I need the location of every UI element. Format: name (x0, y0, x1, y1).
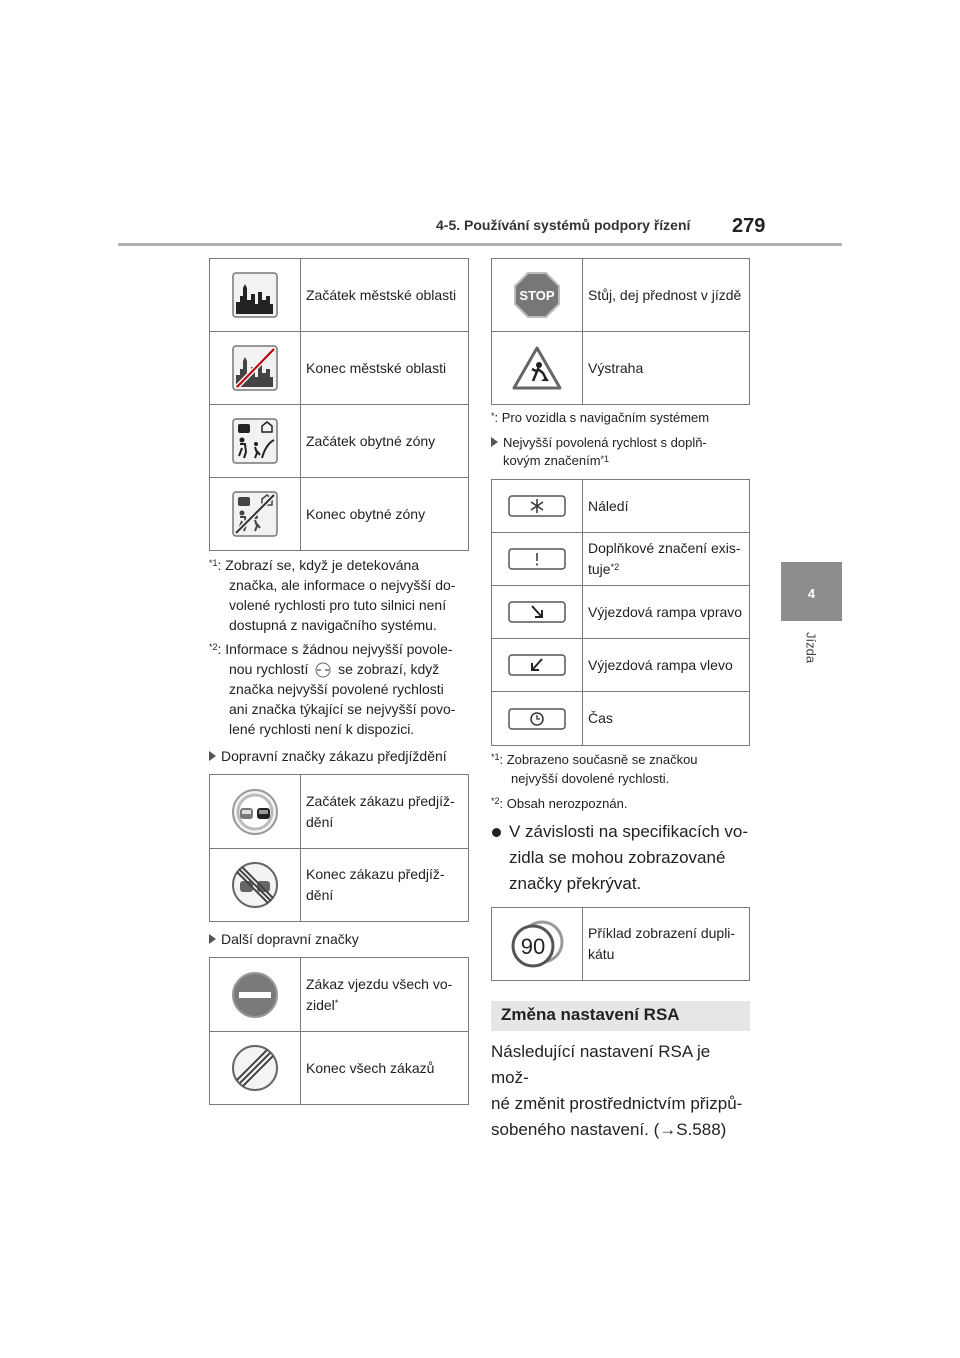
speed-90-duplicate-icon (509, 919, 565, 969)
sign-label (301, 958, 469, 1032)
footnote-line: značka, ale informace o nejvyšší do- (229, 577, 456, 593)
sign-label-line: Zákaz vjezdu všech vo- (306, 975, 453, 992)
table-row (210, 332, 469, 405)
sign-table-stop (491, 258, 750, 405)
table-row (492, 586, 750, 639)
footnote-text: : Pro vozidla s navigačním systémem (494, 410, 710, 425)
right-column (491, 258, 750, 1143)
table-row (210, 405, 469, 478)
table-row (210, 259, 469, 332)
arrow-right-icon (491, 437, 498, 447)
footnote-mark: * (491, 411, 495, 421)
no-overtaking-sign-icon (231, 788, 279, 836)
sign-table-duplicate (491, 907, 750, 981)
sign-label: Začátek obytné zóny (301, 405, 469, 478)
sign-label: Čas (583, 692, 750, 746)
footnote-1 (209, 555, 469, 635)
sign-label (583, 533, 750, 586)
footnote-mark: * (334, 997, 339, 1008)
footnote-line: volené rychlosti pro tuto silnici není (229, 597, 447, 613)
footnote-line (209, 659, 469, 679)
sign-cell (492, 480, 583, 533)
footnote-line: nejvyšší dovolené rychlosti. (511, 771, 670, 786)
table-row (210, 849, 469, 922)
sign-label-line: Konec zákazu předjíž- (306, 866, 445, 882)
sign-label-line: Příklad zobrazení dupli- (588, 925, 736, 941)
sign-label-line: Začátek zákazu předjíž- (306, 792, 455, 809)
footnote-1-right (491, 750, 750, 788)
arrow-right-icon (209, 751, 216, 761)
dash-speed-icon (312, 662, 334, 678)
stop-sign-icon (513, 271, 561, 319)
footnote-text: : Obsah nerozpoznán. (499, 796, 628, 811)
footnote-star (491, 408, 750, 428)
table-row (492, 259, 750, 332)
page-number: 279 (732, 215, 766, 237)
ice-snowflake-icon (508, 495, 566, 517)
sign-label-line: tuje (588, 561, 611, 577)
sign-cell (210, 478, 301, 551)
sign-label: Výjezdová rampa vpravo (583, 586, 750, 639)
no-entry-sign-icon (231, 971, 279, 1019)
footnote-text: : Zobrazeno současně se značkou (499, 752, 698, 767)
sign-table-overtaking (209, 774, 469, 922)
footnote-text: se zobrazí, když (338, 661, 440, 677)
footnote-text: : Informace s žádnou nejvyšší povole- (217, 641, 453, 657)
table-row (492, 692, 750, 746)
svg-text:STOP: STOP (519, 288, 555, 303)
sign-label: Náledí (583, 480, 750, 533)
sign-cell (210, 332, 301, 405)
sign-label (301, 849, 469, 922)
end-all-restrictions-sign-icon (231, 1044, 279, 1092)
sign-cell (492, 586, 583, 639)
residential-zone-end-sign-icon (232, 491, 278, 537)
sign-cell (210, 259, 301, 332)
footnote-line: lené rychlosti není k dispozici. (229, 721, 415, 737)
bullet-paragraph (491, 819, 750, 897)
paragraph-line: Následující nastavení RSA je mož- (491, 1042, 711, 1087)
body-paragraph (491, 1039, 750, 1143)
exit-ramp-right-icon (508, 601, 566, 623)
sign-table-other (209, 957, 469, 1105)
paragraph-line: značky překrývat. (509, 874, 642, 893)
subheading-text: Nejvyšší povolená rychlost s doplň- (503, 435, 707, 450)
footnote-mark: *2 (209, 642, 218, 652)
footnote-2 (209, 639, 469, 739)
sign-cell (492, 908, 583, 981)
section-heading: Změna nastavení RSA (491, 1001, 750, 1031)
sign-label: Výstraha (583, 332, 750, 405)
sign-cell (210, 1032, 301, 1105)
sign-label: Stůj, dej přednost v jízdě (583, 259, 750, 332)
sign-label: Konec všech zákazů (301, 1032, 469, 1105)
table-row (492, 533, 750, 586)
footnote-mark: *2 (491, 796, 500, 806)
table-row (210, 775, 469, 849)
subheading-speed-supplementary (491, 434, 750, 470)
table-row (492, 332, 750, 405)
sign-label: Konec městské oblasti (301, 332, 469, 405)
paragraph-line: zidla se mohou zobrazované (509, 848, 726, 867)
table-row (492, 480, 750, 533)
paragraph-line: né změnit prostřednictvím přizpů- (491, 1094, 743, 1113)
sign-label (301, 775, 469, 849)
sign-label: Začátek městské oblasti (301, 259, 469, 332)
clock-panel-icon (508, 708, 566, 730)
city-end-sign-icon (232, 345, 278, 391)
footnote-line: dostupná z navigačního systému. (229, 617, 437, 633)
subheading-overtaking (209, 747, 469, 765)
sign-table-areas (209, 258, 469, 551)
sign-label-line: dění (306, 813, 334, 830)
exclamation-panel-icon (508, 548, 566, 570)
arrow-right-icon (209, 934, 216, 944)
sign-label (583, 908, 750, 981)
footnote-2-right (491, 794, 750, 813)
sign-table-supplementary (491, 479, 750, 746)
chapter-number: 4 (807, 586, 816, 601)
sign-label-line: dění (306, 887, 334, 903)
sign-label-line: zidel (306, 996, 335, 1013)
subheading-text: kovým značením (503, 453, 601, 468)
sign-label-line: Doplňkové značení exis- (588, 540, 741, 556)
sign-label: Výjezdová rampa vlevo (583, 639, 750, 692)
sign-label-line: kátu (588, 946, 615, 962)
chapter-label: Jízda (803, 632, 819, 664)
footnote-mark: *1 (209, 558, 218, 568)
paragraph-line: sobeného nastavení. (→S.588) (491, 1120, 727, 1139)
footnote-text: nou rychlostí (229, 661, 309, 677)
footnote-mark: *2 (610, 562, 620, 572)
left-column (209, 258, 469, 1105)
footnote-text: : Zobrazí se, když je detekována (217, 557, 420, 573)
sign-cell (210, 958, 301, 1032)
footnote-line: ani značka týkající se nejvyšší povo- (229, 701, 456, 717)
residential-zone-start-sign-icon (232, 418, 278, 464)
sign-cell (492, 332, 583, 405)
footnote-mark: *1 (600, 454, 610, 464)
subheading-text: Další dopravní značky (221, 931, 359, 947)
sign-cell (492, 533, 583, 586)
chapter-tab (781, 562, 842, 621)
table-row (210, 1032, 469, 1105)
sign-cell (492, 259, 583, 332)
city-start-sign-icon (232, 272, 278, 318)
header-divider (118, 243, 842, 246)
speed-number: 90 (520, 934, 546, 959)
bullet-dot-icon (492, 828, 501, 837)
sign-cell (210, 849, 301, 922)
table-row (210, 958, 469, 1032)
end-no-overtaking-sign-icon (231, 861, 279, 909)
footnote-line: značka nejvyšší povolené rychlosti (229, 681, 444, 697)
table-row (492, 908, 750, 981)
sign-cell (492, 692, 583, 746)
subheading-other-signs (209, 930, 469, 948)
section-title: 4-5. Používání systémů podpory řízení (436, 217, 691, 233)
roadworks-warning-sign-icon (511, 345, 563, 391)
sign-cell (210, 775, 301, 849)
subheading-text: Dopravní značky zákazu předjíždění (221, 748, 447, 764)
sign-label: Konec obytné zóny (301, 478, 469, 551)
sign-cell (492, 639, 583, 692)
table-row (210, 478, 469, 551)
table-row (492, 639, 750, 692)
sign-cell (210, 405, 301, 478)
footnote-mark: *1 (491, 752, 500, 762)
paragraph-line: V závislosti na specifikacích vo- (509, 822, 749, 841)
exit-ramp-left-icon (508, 654, 566, 676)
